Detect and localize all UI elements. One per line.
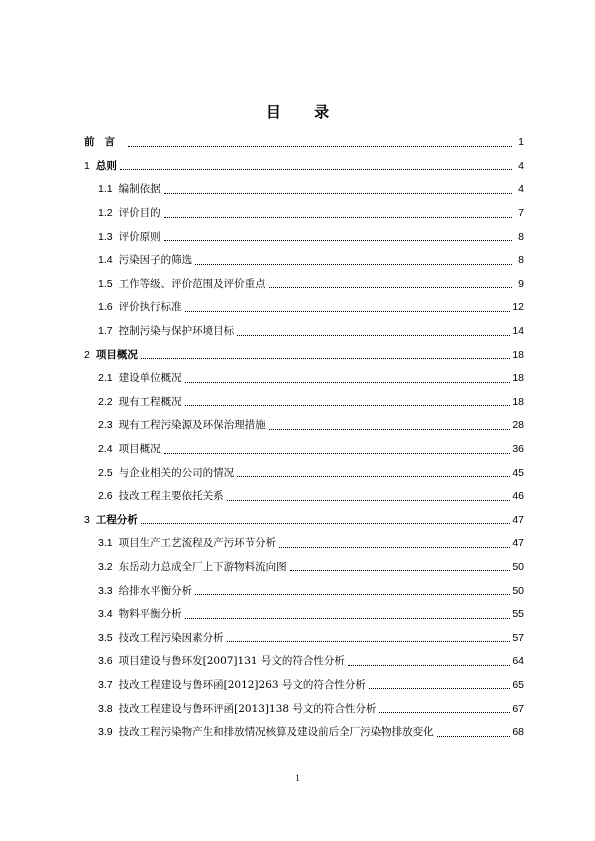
toc-entry[interactable] [84,721,524,745]
toc-entry-label: 总则 [95,159,117,172]
toc-entry-number: 2.5 [98,466,113,479]
toc-entry[interactable] [84,320,524,344]
toc-entry-page: 8 [518,230,524,243]
table-of-contents [84,131,524,744]
toc-entry-number: 2.3 [98,419,113,432]
toc-entry-label: 技改工程建设与鲁环函[2012]263 号文的符合性分析 [118,678,366,691]
toc-entry-page: 50 [512,584,524,597]
toc-dot-leader [120,168,512,170]
toc-entry-page: 45 [512,466,524,479]
toc-entry[interactable] [84,485,524,509]
toc-dot-leader [185,381,511,383]
toc-entry-number: 3.3 [98,584,113,597]
toc-entry-page: 28 [512,419,524,432]
toc-entry-page: 8 [518,254,524,267]
toc-entry-number: 1.6 [98,301,113,314]
toc-entry[interactable] [84,626,524,650]
toc-entry-label: 建设单位概况 [118,372,182,385]
toc-entry-label: 与企业相关的公司的情况 [118,466,235,479]
toc-entry-number: 1 [84,159,90,172]
toc-entry-label: 项目概况 [118,443,161,456]
toc-entry[interactable] [84,650,524,674]
toc-entry-number: 1.2 [98,207,113,220]
toc-dot-leader [290,569,511,571]
toc-dot-leader [369,687,510,689]
toc-entry-page: 68 [512,726,524,739]
toc-entry-page: 57 [512,631,524,644]
toc-entry-page: 55 [512,608,524,621]
toc-entry-number: 1.7 [98,325,113,338]
toc-entry-number: 3.5 [98,631,113,644]
toc-entry-page: 14 [512,325,524,338]
toc-entry[interactable] [84,509,524,533]
toc-entry[interactable] [84,249,524,273]
toc-dot-leader [141,522,510,524]
toc-entry-page: 18 [512,372,524,385]
toc-entry[interactable] [84,225,524,249]
toc-dot-leader [379,711,510,713]
toc-entry-label: 技改工程污染物产生和排放情况核算及建设前后全厂污染物排放变化 [118,726,434,739]
toc-entry-page: 47 [512,513,524,526]
toc-entry-number: 2.6 [98,490,113,503]
toc-title: 目 录 [265,103,344,121]
toc-entry-page: 36 [512,443,524,456]
toc-entry-page: 67 [512,702,524,715]
toc-dot-leader [164,192,512,194]
toc-entry-page: 4 [518,183,524,196]
toc-entry-label: 物料平衡分析 [118,608,182,621]
toc-entry-label: 现有工程概况 [118,395,182,408]
toc-entry-page: 18 [512,395,524,408]
toc-entry[interactable] [84,273,524,297]
toc-entry-number: 2 [84,348,90,361]
toc-entry-label: 工程分析 [95,513,138,526]
toc-entry[interactable] [84,697,524,721]
toc-entry[interactable] [84,414,524,438]
toc-entry[interactable] [84,296,524,320]
toc-entry-number: 3.9 [98,726,113,739]
toc-entry[interactable] [84,532,524,556]
toc-dot-leader [227,640,511,642]
toc-entry-page: 46 [512,490,524,503]
toc-entry-page: 50 [512,560,524,573]
toc-entry-label: 技改工程主要依托关系 [118,490,224,503]
toc-dot-leader [141,357,510,359]
toc-entry-label: 项目生产工艺流程及产污环节分析 [118,537,277,550]
toc-entry-number: 1.1 [98,183,113,196]
toc-dot-leader [227,499,511,501]
toc-dot-leader [237,475,510,477]
toc-dot-leader [437,735,511,737]
toc-dot-leader [164,452,511,454]
toc-entry-number: 3.8 [98,702,113,715]
toc-entry-label: 评价执行标准 [118,301,182,314]
toc-entry[interactable] [84,461,524,485]
toc-entry-label: 前言 [84,136,125,149]
toc-entry[interactable] [84,438,524,462]
toc-dot-leader [237,334,510,336]
toc-entry-page: 47 [512,537,524,550]
toc-entry[interactable] [84,367,524,391]
toc-dot-leader [348,664,510,666]
toc-entry-number: 3.4 [98,608,113,621]
toc-dot-leader [195,593,510,595]
toc-dot-leader [279,546,510,548]
toc-entry-number: 1.4 [98,254,113,267]
toc-dot-leader [164,216,512,218]
toc-entry-number: 2.4 [98,443,113,456]
toc-entry[interactable] [84,131,524,155]
toc-entry-number: 3.7 [98,678,113,691]
toc-entry-number: 3 [84,513,90,526]
toc-entry-label: 编制依据 [118,183,161,196]
toc-entry-page: 65 [512,678,524,691]
toc-entry-label: 项目建设与鲁环发[2007]131 号文的符合性分析 [118,655,345,668]
toc-entry-label: 污染因子的筛选 [118,254,193,267]
toc-dot-leader [269,428,511,430]
toc-dot-leader [128,145,512,147]
toc-entry-page: 4 [518,159,524,172]
toc-entry[interactable] [84,343,524,367]
toc-entry-number: 2.2 [98,395,113,408]
toc-entry-page: 7 [518,207,524,220]
toc-entry[interactable] [84,391,524,415]
toc-entry-number: 1.3 [98,230,113,243]
toc-entry-page: 64 [512,655,524,668]
toc-entry-label: 现有工程污染源及环保治理措施 [118,419,266,432]
toc-entry[interactable] [84,603,524,627]
toc-entry-label: 项目概况 [95,348,138,361]
toc-entry[interactable] [84,178,524,202]
toc-dot-leader [185,310,511,312]
toc-dot-leader [195,263,512,265]
toc-entry-page: 12 [512,301,524,314]
toc-dot-leader [269,286,512,288]
toc-entry-label: 技改工程建设与鲁环评函[2013]138 号文的符合性分析 [118,702,377,715]
toc-entry[interactable] [84,579,524,603]
toc-entry[interactable] [84,556,524,580]
toc-entry-page: 1 [518,136,524,149]
toc-entry-label: 技改工程污染因素分析 [118,631,224,644]
toc-entry-label: 给排水平衡分析 [118,584,193,597]
toc-dot-leader [164,239,512,241]
toc-dot-leader [185,617,511,619]
toc-entry-label: 评价原则 [118,230,161,243]
toc-entry-number: 3.2 [98,560,113,573]
toc-entry[interactable] [84,674,524,698]
toc-entry-label: 评价目的 [118,207,161,220]
toc-entry[interactable] [84,155,524,179]
toc-entry-number: 2.1 [98,372,113,385]
toc-entry-number: 3.6 [98,655,113,668]
toc-entry[interactable] [84,202,524,226]
toc-entry-number: 3.1 [98,537,113,550]
toc-dot-leader [185,404,511,406]
toc-entry-page: 9 [518,277,524,290]
toc-entry-page: 18 [512,348,524,361]
toc-entry-label: 控制污染与保护环境目标 [118,325,235,338]
page-number: 1 [295,773,300,783]
toc-entry-number: 1.5 [98,277,113,290]
toc-entry-label: 工作等级、评价范围及评价重点 [118,277,266,290]
toc-entry-label: 东岳动力总成全厂上下游物料流向图 [118,560,287,573]
